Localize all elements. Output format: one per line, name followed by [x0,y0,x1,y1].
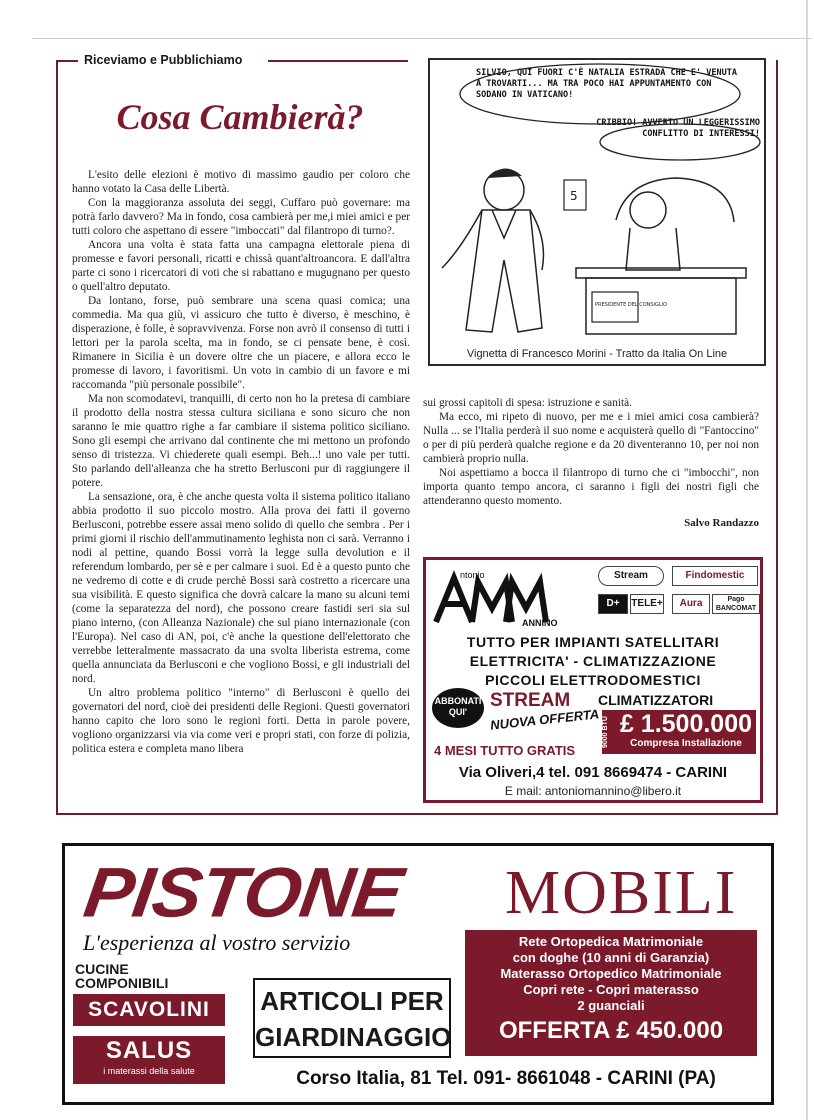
offer-label: NUOVA OFFERTA [489,706,600,733]
paragraph: Ancora una volta è stata fatta una campagna elettorale piena di promesse e favori personali, ricatti e chissà quant'altroancora. E dall'altra parte ci sono i ricercatori di voti che si rabattano e mugugnano per questo o quell'altro deputato. [72,239,410,293]
pistone-slogan: L'esperienza al vostro servizio [83,930,351,955]
paragraph: Ma ecco, mi ripeto di nuovo, per me e i miei amici cosa cambierà? Nulla ... se l'Italia perderà il suo nome e acquisterà quello di "Fantoccino" o per di più perderà qualche regione e da 20 diventeranno 10, per noi non cambierà proprio nulla. [423,411,759,465]
cucine-label [75,962,168,990]
offer-line: Materasso Ortopedico Matrimoniale [500,966,722,981]
article-right-column [423,396,759,530]
brand-logo: Stream [598,566,664,586]
desk-sign: PRESIDENTE DEL CONSIGLIO [595,302,668,308]
svg-text:5: 5 [570,189,578,203]
price-box [616,710,756,754]
salus-logo [73,1036,225,1084]
pistone-address: Corso Italia, 81 Tel. 091- 8661048 - CARINI (PA) [296,1068,716,1089]
btu-label: 9000 BTU [602,710,616,754]
paragraph: Ma non scomodatevi, tranquilli, di certo non ho la pretesa di cambiare il prodotto della nostra stessa cultura siciliana e sono sicuro che non saranno le mie quattro righe a far cambiare il sistema politico siciliano. Sono gli esempi che arrivano dal continente che mi mettono un profondo senso di tristezza. Vi chiederete quali esempi. Beh...! uno vale per tutti. Sto parlando dell'alleanza che ha stretto Berlusconi pur di raggiungere il potere. [72,393,410,489]
cartoon-caption: Vignetta di Francesco Morini - Tratto da Italia On Line [466,348,728,360]
brand-logo: Findomestic [672,566,758,586]
speech-bubble: CRIBBIO! AVVERTO UN LEGGERISSIMO CONFLITTO DI INTERESSI! [596,118,760,139]
paragraph: Con la maggioranza assoluta dei seggi, Cuffaro può governare: ma potrà farlo davvero? Ma in fondo, cosa cambierà per me,i miei amici e per tutti coloro che aspettano di essere "imboccati" dal filantropo di turno?. [72,197,410,237]
offer-price: OFFERTA £ 450.000 [498,1017,724,1044]
subscribe-badge: ABBONATI QUI' [432,688,484,728]
garden-line: ARTICOLI PER [260,986,444,1016]
brand-logo: Pago BANCOMAT [712,594,760,614]
paragraph: La sensazione, ora, è che anche questa volta il sistema politico italiano abbia prodotto il suo piccolo mostro. Alla prova dei fatti il governo Berlusconi, potrebbe essere assai meno solido di quello che sembra . Per i primi giorni il rischio dell'ammutinamento leghista non ci sarà. Verranno i nodi al pettine, quando Bossi vorrà la legge sulla devolution e il referendum lombardo, per sè e per calmare i suoi. Ed è a questo punto che ne vedremo di cotte e di crude perchè Bossi sarà costretto a ricercare una sua visibilità. E questo significa che dovrà calcare la mano su alcuni temi (come la separatezza del nord), che possono creare fastidi seri sia sul piano interno, (con Alleanza Nazionale) che sul piano internazionale (con l'Europa). Nel caso di AN, poi, c'è anche la questione dell'elettorato che verrebbe letteralmente massacrato da una svolta liberista estrema, come quella annunciata da Berlusconi e che vogliono Bossi, e gli industriali del nord. [72,491,410,685]
frame-rule [268,60,408,62]
paragraph: Un altro problema politico "interno" di Berlusconi è quello dei governatori del nord, cioè dei presidenti delle Regioni. Questi governatori hanno capito che loro sono le regioni forti. Detta in parole povere, vogliono organizzarsi via via come veri e propri stati, con forze di polizia, politica estera e completa mano libera [72,687,410,755]
salus-name: SALUS [105,1037,193,1064]
garden-box [253,978,451,1058]
ad-headline: ELETTRICITA' - CLIMATIZZAZIONE [469,653,717,669]
frame-rule [56,60,78,62]
page-edge [806,0,808,1120]
cartoon [428,58,766,366]
brand-logo: TELE+ [630,594,664,614]
section-label: Riceviamo e Pubblichiamo [84,53,243,67]
brand-logo: Aura [672,594,710,614]
offer-line: con doghe (10 anni di Garanzia) [512,950,710,965]
price: £ 1.500.000 [619,710,753,738]
price-note: Compresa Installazione [630,738,742,749]
garden-line: GIARDINAGGIO [255,1022,452,1052]
ad-headline: PICCOLI ELETTRODOMESTICI [485,672,701,688]
logo-text: ntonio [460,570,485,580]
ad-headline: TUTTO PER IMPIANTI SATELLITARI [466,634,720,650]
shop-email: E mail: antoniomannino@libero.it [504,784,682,798]
mattress-offer [465,930,757,1056]
article-author: Salvo Randazzo [684,517,759,529]
top-rule [32,38,812,39]
speech-bubble: SILVIO, QUI FUORI C'È NATALIA ESTRADA CHE E' VENUTA A TROVARTI... MA TRA POCO HAI APPUNTAMENTO CON SODANO IN VATICANO! [476,68,737,100]
climatizzatori-label: CLIMATIZZATORI [598,692,714,708]
cucine-line: COMPONIBILI [75,975,169,991]
offer-detail: 4 MESI TUTTO GRATIS [434,743,576,758]
ad-pistone [62,843,774,1105]
offer-line: Copri rete - Copri materasso [523,982,699,997]
ad-mannino [423,557,763,803]
article-title: Cosa Cambierà? [116,97,364,137]
mannino-logo [432,568,582,628]
offer-line: Rete Ortopedica Matrimoniale [518,934,704,949]
salus-tagline: i materassi della salute [103,1066,195,1076]
brand-logo: D+ [598,594,628,614]
logo-text: ANNINO [522,618,558,628]
paragraph: Noi aspettiamo a bocca il filantropo di turno che ci "imbocchi", non importa quanto tempo ancora, ci saranno i figli dei nostri figli che attenderanno questo momento. [423,467,759,507]
cartoon-drawing [430,60,764,350]
pistone-brand: PISTONE [79,853,408,932]
stream-label: STREAM [490,690,571,711]
paragraph: L'esito delle elezioni è motivo di massimo gaudio per coloro che hanno votato la Casa delle Libertà. [72,169,410,195]
scavolini-logo: SCAVOLINI [73,994,225,1026]
article-left-column [72,168,410,756]
paragraph: sui grossi capitoli di spesa: istruzione e sanità. [423,397,632,409]
cucine-line: CUCINE [75,961,129,977]
paragraph: Da lontano, forse, può sembrare una scena quasi comica; una commedia. Ma qua giù, vi assicuro che tutto è diverso, è meschino, è disperazione, è folle, è sopravvivenza. Forse non avrò il consenso di tutti i lettori per la parola scelta, ma in fondo, se ci pensate bene, è così. Rimanere in Sicilia è un dovere oltre che un piacere, e allora ecco le promesse di lavoro, i favoritismi. Un voto in cambio di un favore e mi raccomanda "più personale possibile". [72,295,410,391]
offer-line: 2 guanciali [577,998,645,1013]
shop-address: Via Oliveri,4 tel. 091 8669474 - CARINI [458,764,728,781]
pistone-mobili: MOBILI [505,859,738,927]
